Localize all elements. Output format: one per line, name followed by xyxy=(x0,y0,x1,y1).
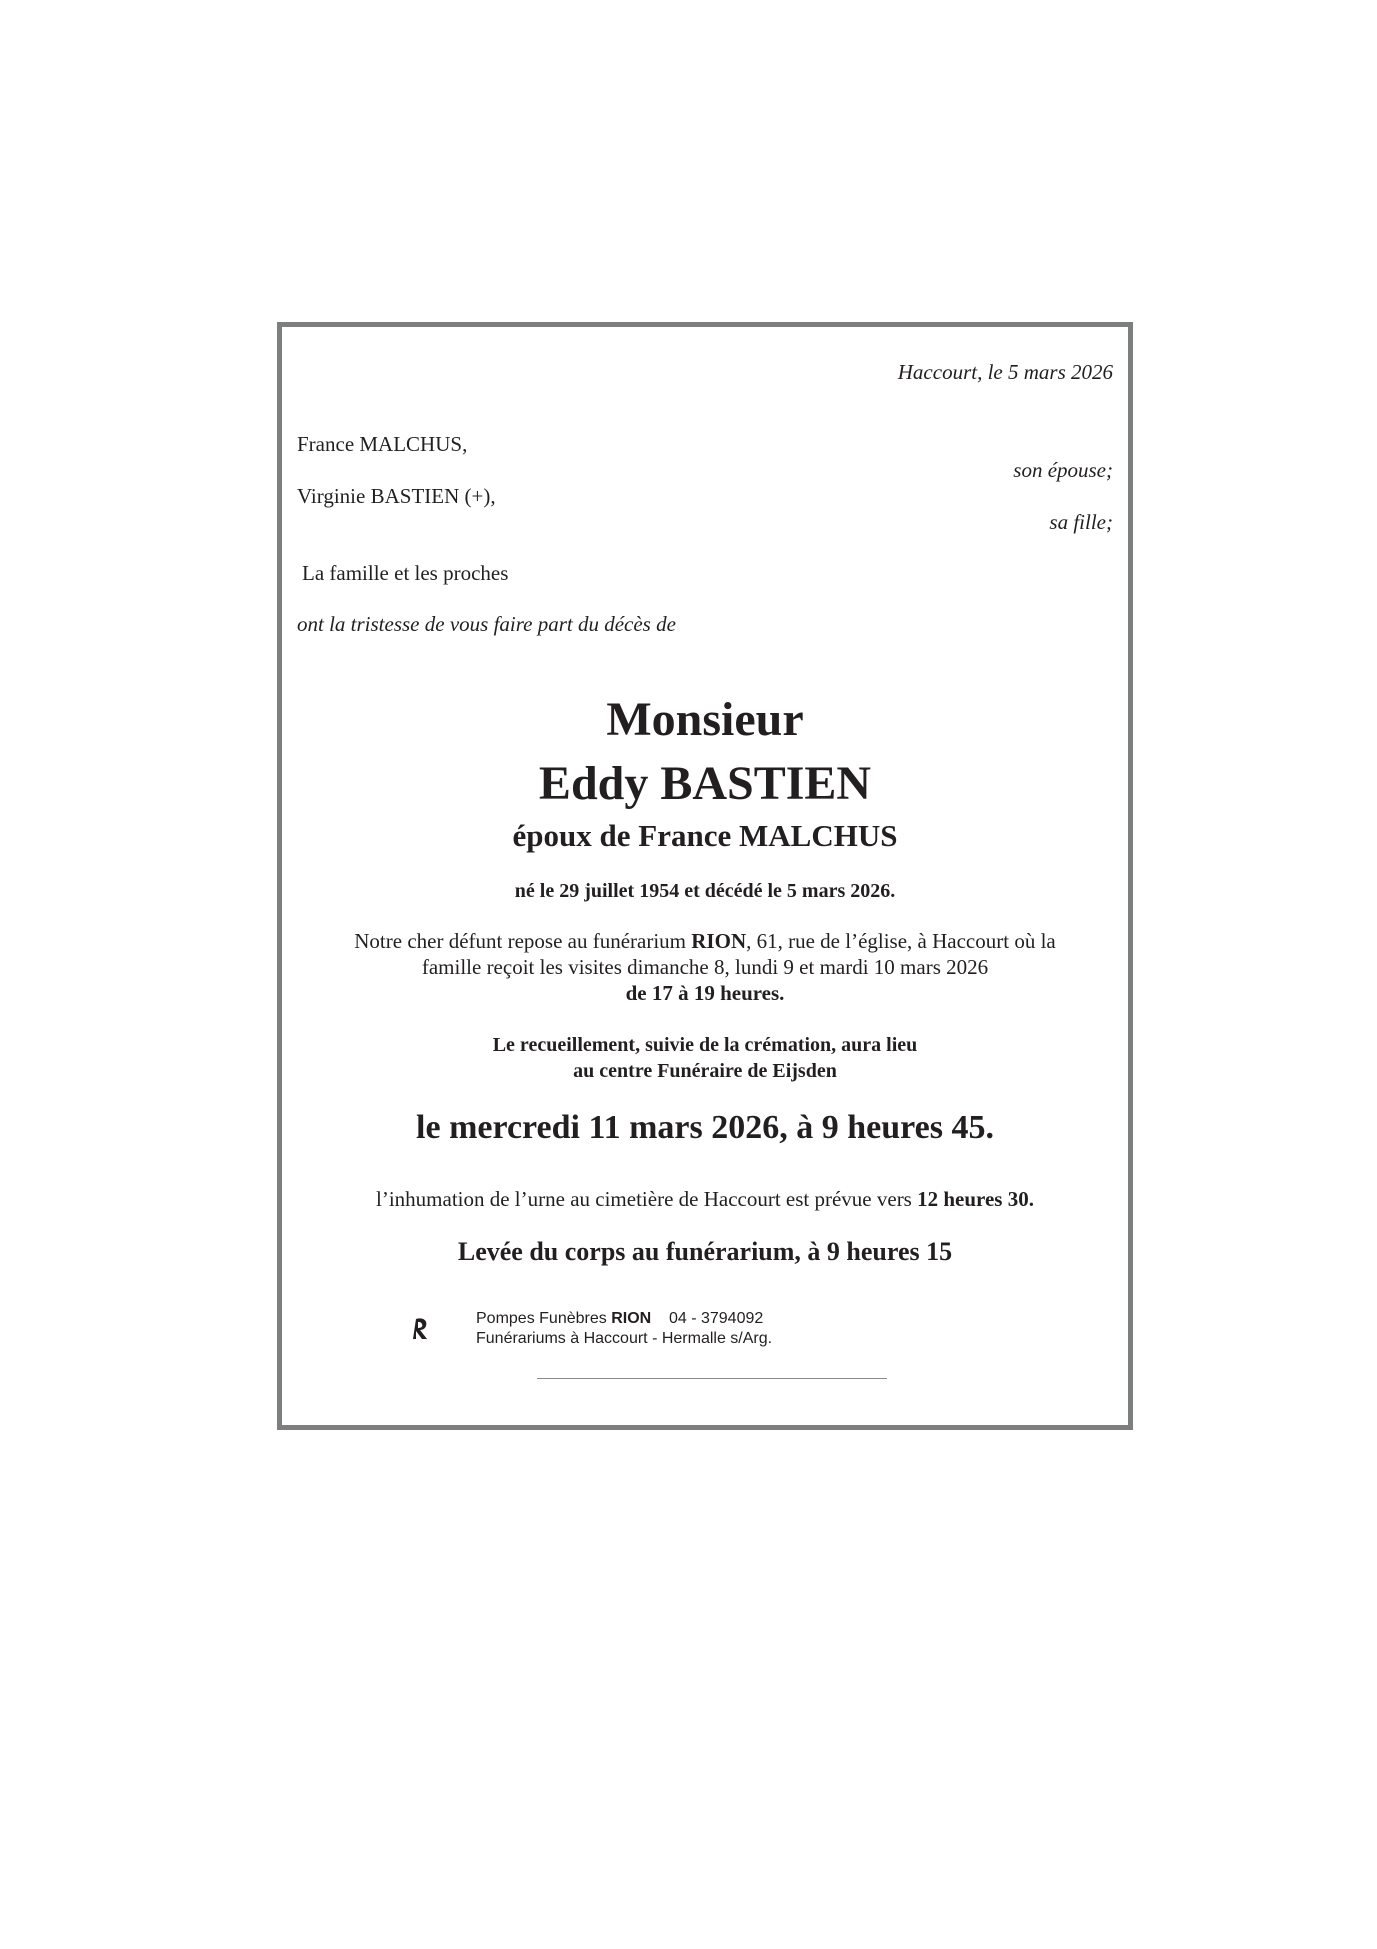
relative-name-1: France MALCHUS, xyxy=(297,432,468,456)
footer-phone: 04 - 3794092 xyxy=(651,1310,764,1327)
place-date: Haccourt, le 5 mars 2026 xyxy=(897,360,1113,384)
relative-name-2: Virginie BASTIEN (+), xyxy=(297,484,496,508)
footer-line-2: Funérariums à Haccourt - Hermalle s/Arg. xyxy=(476,1330,773,1347)
ceremony-line-1: Le recueillement, suivie de la crémation, aura lieu xyxy=(492,1034,918,1056)
ceremony-line-2: au centre Funéraire de Eijsden xyxy=(573,1060,837,1082)
burial-line: l’inhumation de l’urne au cimetière de Haccourt est prévue vers 12 heures 30. xyxy=(376,1187,1034,1211)
footer-brand: RION xyxy=(611,1310,652,1327)
funeral-home-footer xyxy=(436,1309,772,1349)
rion-logo-icon xyxy=(412,1317,432,1341)
visitation-paragraph xyxy=(282,928,1128,1006)
footer-divider xyxy=(537,1378,887,1379)
relative-role-1: son épouse; xyxy=(1013,458,1113,482)
footer-line-1: Pompes Funèbres RION 04 - 3794092 xyxy=(476,1310,764,1327)
funeral-home-brand: RION xyxy=(691,929,747,953)
relative-role-2: sa fille; xyxy=(1049,510,1113,534)
birth-death-dates: né le 29 juillet 1954 et décédé le 5 mars 2026. xyxy=(514,880,896,902)
visitation-line-1: Notre cher défunt repose au funérarium RION, 61, rue de l’église, à Haccourt où la xyxy=(354,929,1056,953)
visitation-hours: de 17 à 19 heures. xyxy=(625,981,785,1005)
ceremony-date: le mercredi 11 mars 2026, à 9 heures 45. xyxy=(416,1109,994,1146)
levee-line: Levée du corps au funérarium, à 9 heures 15 xyxy=(457,1237,953,1266)
family-line: La famille et les proches xyxy=(302,561,509,585)
announcement-line: ont la tristesse de vous faire part du décès de xyxy=(297,612,676,636)
burial-time: 12 heures 30. xyxy=(917,1187,1034,1211)
deceased-title: Monsieur xyxy=(606,693,804,746)
visitation-line-2: famille reçoit les visites dimanche 8, lundi 9 et mardi 10 mars 2026 xyxy=(421,955,989,979)
spouse-line: époux de France MALCHUS xyxy=(512,818,898,853)
notice-frame xyxy=(277,322,1133,1430)
deceased-name: Eddy BASTIEN xyxy=(538,757,872,810)
ceremony-paragraph xyxy=(282,1032,1128,1084)
